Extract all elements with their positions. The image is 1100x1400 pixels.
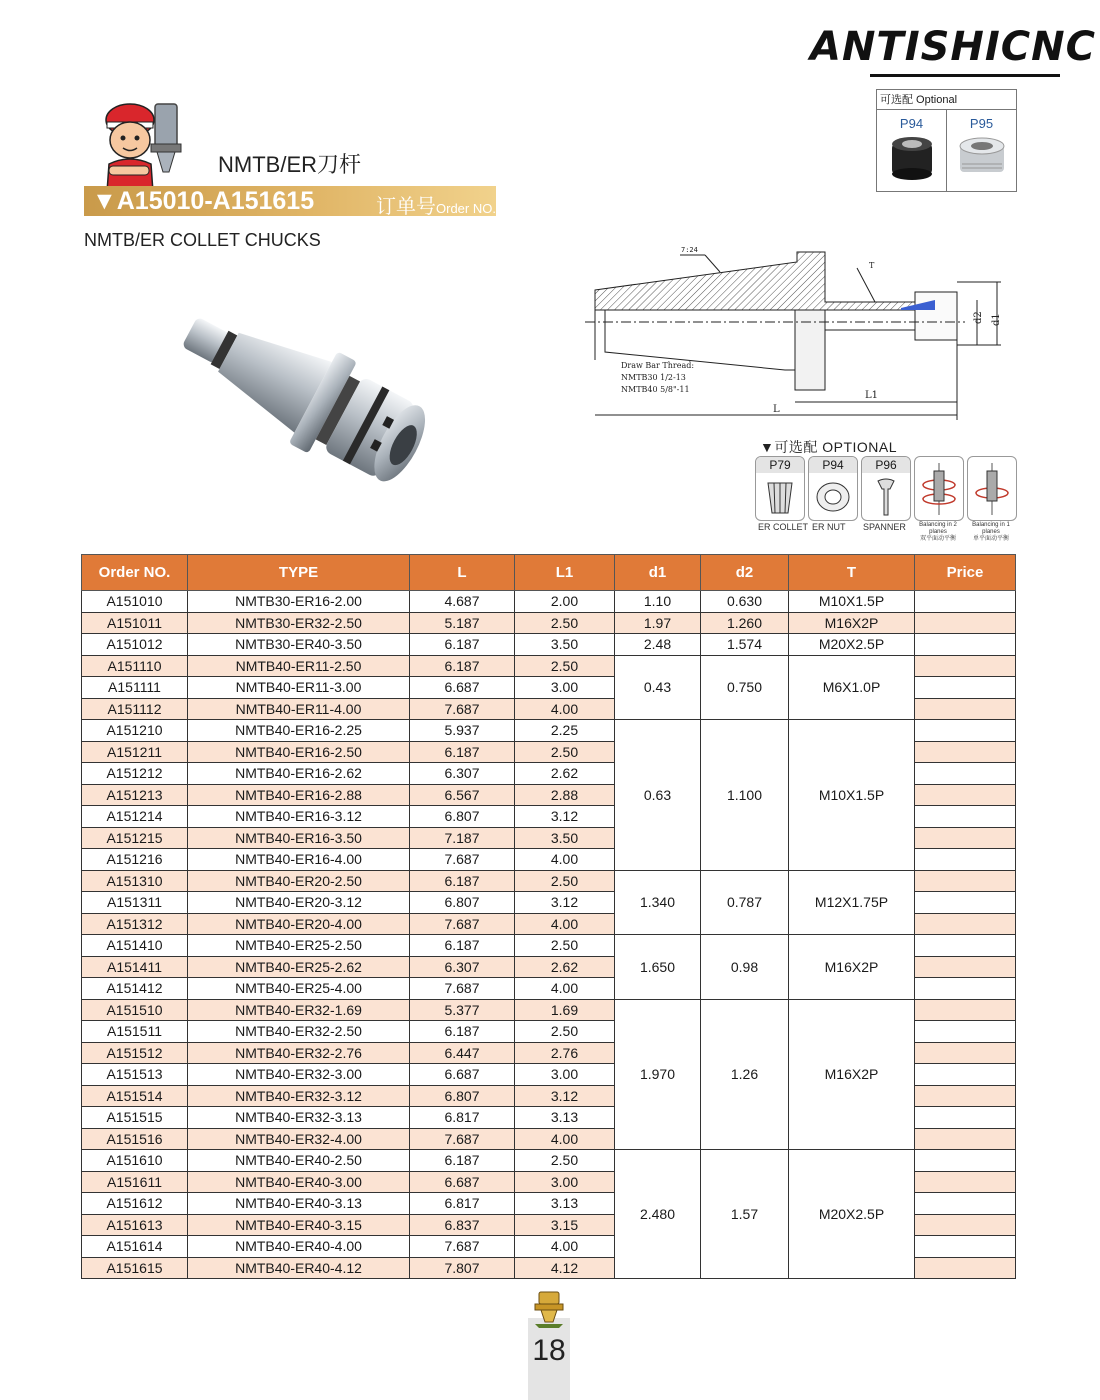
cell-l1: 2.62 [515, 763, 615, 785]
cell-d2: 1.260 [701, 612, 789, 634]
cell-type: NMTB40-ER40-3.15 [188, 1214, 410, 1236]
cell-price [915, 698, 1016, 720]
cell-l1: 2.00 [515, 591, 615, 613]
cell-l1: 2.50 [515, 612, 615, 634]
cell-l: 7.687 [410, 1128, 515, 1150]
optional-item-p95 [947, 110, 1016, 191]
cell-order-no: A151111 [82, 677, 188, 699]
cell-type: NMTB40-ER20-4.00 [188, 913, 410, 935]
header-type: TYPE [188, 555, 410, 591]
cell-order-no: A151310 [82, 870, 188, 892]
cell-t: M12X1.75P [789, 870, 915, 935]
cell-l1: 2.50 [515, 1150, 615, 1172]
cell-l1: 2.50 [515, 870, 615, 892]
cell-order-no: A151012 [82, 634, 188, 656]
cell-order-no: A151011 [82, 612, 188, 634]
cell-order-no: A151516 [82, 1128, 188, 1150]
cell-l1: 4.00 [515, 1128, 615, 1150]
cell-order-no: A151613 [82, 1214, 188, 1236]
cell-order-no: A151411 [82, 956, 188, 978]
cell-order-no: A151513 [82, 1064, 188, 1086]
cell-t: M6X1.0P [789, 655, 915, 720]
nut-icon [815, 477, 851, 517]
optional-code: P94 [899, 116, 924, 131]
cell-l: 6.187 [410, 870, 515, 892]
table-row [82, 591, 1016, 613]
cell-type: NMTB40-ER16-2.88 [188, 784, 410, 806]
cell-type: NMTB40-ER16-3.12 [188, 806, 410, 828]
optional-card-p96 [861, 456, 911, 521]
optional-card-p79 [755, 456, 805, 521]
cell-type: NMTB40-ER32-4.00 [188, 1128, 410, 1150]
order-range: ▼A15010-A151615 [92, 187, 315, 215]
cell-order-no: A151610 [82, 1150, 188, 1172]
cell-l: 7.807 [410, 1257, 515, 1279]
header-d1: d1 [615, 555, 701, 591]
cell-d1: 1.650 [615, 935, 701, 1000]
cell-l1: 3.12 [515, 806, 615, 828]
cell-order-no: A151211 [82, 741, 188, 763]
cell-order-no: A151514 [82, 1085, 188, 1107]
cell-order-no: A151110 [82, 655, 188, 677]
cell-type: NMTB40-ER40-3.00 [188, 1171, 410, 1193]
header-l: L [410, 555, 515, 591]
technical-drawing [585, 240, 1015, 425]
optional-header: 可选配 Optional [877, 90, 1016, 110]
cell-l: 7.687 [410, 1236, 515, 1258]
cell-order-no: A151214 [82, 806, 188, 828]
cell-l1: 2.88 [515, 784, 615, 806]
header-order-no: Order NO. [82, 555, 188, 591]
table-row [82, 935, 1016, 957]
cell-order-no: A151410 [82, 935, 188, 957]
cell-order-no: A151512 [82, 1042, 188, 1064]
cell-price [915, 827, 1016, 849]
spanner-icon [872, 477, 900, 517]
cell-l: 6.687 [410, 1064, 515, 1086]
cell-l1: 3.13 [515, 1107, 615, 1129]
order-label [376, 190, 496, 219]
er-nut-icon [889, 134, 935, 184]
cell-order-no: A151112 [82, 698, 188, 720]
cell-l1: 3.13 [515, 1193, 615, 1215]
cell-l: 6.807 [410, 1085, 515, 1107]
caption-er-collet: ER COLLET [758, 522, 809, 532]
cell-price [915, 763, 1016, 785]
optional-code: P94 [809, 457, 857, 473]
cell-l1: 3.12 [515, 892, 615, 914]
cell-price [915, 806, 1016, 828]
cell-price [915, 655, 1016, 677]
cell-l1: 4.12 [515, 1257, 615, 1279]
table-row [82, 634, 1016, 656]
cell-price [915, 677, 1016, 699]
cell-t: M16X2P [789, 999, 915, 1150]
cell-t: M20X2.5P [789, 1150, 915, 1279]
cell-order-no: A151216 [82, 849, 188, 871]
cell-d1: 1.10 [615, 591, 701, 613]
cell-price [915, 1064, 1016, 1086]
cell-order-no: A151510 [82, 999, 188, 1021]
optional-card-p94 [808, 456, 858, 521]
cell-d1: 0.43 [615, 655, 701, 720]
cell-order-no: A151213 [82, 784, 188, 806]
cell-type: NMTB40-ER32-3.00 [188, 1064, 410, 1086]
brand-logo [800, 22, 1096, 72]
caption-balancing-1-en: Balancing in 1 planes [972, 522, 1010, 535]
cell-l: 7.187 [410, 827, 515, 849]
dim-d2: d2 [973, 311, 984, 324]
cell-order-no: A151615 [82, 1257, 188, 1279]
cell-type: NMTB40-ER32-1.69 [188, 999, 410, 1021]
cell-price [915, 1085, 1016, 1107]
cell-l1: 2.50 [515, 935, 615, 957]
cell-l: 6.187 [410, 741, 515, 763]
order-label-en: Order NO. [436, 201, 496, 216]
cell-l1: 2.50 [515, 1021, 615, 1043]
optional-code: P79 [756, 457, 804, 473]
cell-order-no: A151614 [82, 1236, 188, 1258]
table-row [82, 720, 1016, 742]
cell-l1: 4.00 [515, 849, 615, 871]
cell-t: M10X1.5P [789, 720, 915, 871]
cell-price [915, 591, 1016, 613]
cell-l1: 4.00 [515, 698, 615, 720]
cell-order-no: A151412 [82, 978, 188, 1000]
cell-d2: 1.26 [701, 999, 789, 1150]
header-d2: d2 [701, 555, 789, 591]
dim-l1: L1 [865, 390, 879, 401]
cell-l1: 3.00 [515, 677, 615, 699]
cell-type: NMTB40-ER40-4.12 [188, 1257, 410, 1279]
mascot-illustration [95, 92, 195, 192]
cell-d2: 1.574 [701, 634, 789, 656]
cell-l: 7.687 [410, 849, 515, 871]
cell-price [915, 1107, 1016, 1129]
cell-type: NMTB40-ER32-2.50 [188, 1021, 410, 1043]
cell-price [915, 634, 1016, 656]
cell-l1: 3.15 [515, 1214, 615, 1236]
thread-nmtb40: NMTB40 5/8"-11 [621, 385, 690, 394]
cell-d1: 2.48 [615, 634, 701, 656]
cell-l1: 3.00 [515, 1171, 615, 1193]
cell-d1: 1.340 [615, 870, 701, 935]
cell-t: M20X2.5P [789, 634, 915, 656]
cell-order-no: A151010 [82, 591, 188, 613]
cell-type: NMTB40-ER25-2.50 [188, 935, 410, 957]
brand-name: ANTISHICNC [810, 24, 1096, 70]
cell-l: 7.687 [410, 698, 515, 720]
cell-type: NMTB30-ER16-2.00 [188, 591, 410, 613]
cell-d1: 0.63 [615, 720, 701, 871]
cell-type: NMTB40-ER25-4.00 [188, 978, 410, 1000]
cell-l1: 4.00 [515, 913, 615, 935]
balancing-icon [972, 461, 1012, 517]
cell-order-no: A151611 [82, 1171, 188, 1193]
cell-type: NMTB40-ER32-3.13 [188, 1107, 410, 1129]
cell-l: 6.817 [410, 1193, 515, 1215]
product-title-cn: NMTB/ER刀杆 [218, 152, 362, 177]
header-l1: L1 [515, 555, 615, 591]
cell-l1: 3.00 [515, 1064, 615, 1086]
cell-d2: 0.630 [701, 591, 789, 613]
cell-l1: 2.62 [515, 956, 615, 978]
cell-type: NMTB40-ER20-2.50 [188, 870, 410, 892]
cell-l: 7.687 [410, 978, 515, 1000]
cell-d2: 1.57 [701, 1150, 789, 1279]
table-row [82, 612, 1016, 634]
cell-l1: 2.25 [515, 720, 615, 742]
cell-price [915, 1171, 1016, 1193]
caption-balancing-2-en: Balancing in 2 planes [919, 522, 957, 535]
cell-l: 6.447 [410, 1042, 515, 1064]
thread-nmtb30: NMTB30 1/2-13 [621, 373, 686, 382]
table-row [82, 870, 1016, 892]
cell-l: 6.687 [410, 1171, 515, 1193]
cell-price [915, 1257, 1016, 1279]
cell-l1: 3.50 [515, 634, 615, 656]
cell-l: 6.187 [410, 1021, 515, 1043]
cell-d2: 0.98 [701, 935, 789, 1000]
cell-l: 5.377 [410, 999, 515, 1021]
cell-type: NMTB40-ER32-2.76 [188, 1042, 410, 1064]
cell-order-no: A151312 [82, 913, 188, 935]
cell-l: 6.807 [410, 892, 515, 914]
tool-holder-icon [531, 1290, 567, 1330]
product-photo [160, 272, 450, 532]
caption-balancing-2-cn: 双平面动平衡 [919, 536, 956, 542]
cell-price [915, 784, 1016, 806]
cell-l: 6.567 [410, 784, 515, 806]
cell-l1: 3.50 [515, 827, 615, 849]
cell-type: NMTB40-ER20-3.12 [188, 892, 410, 914]
cell-price [915, 849, 1016, 871]
cell-price [915, 892, 1016, 914]
cell-price [915, 612, 1016, 634]
cell-d1: 1.970 [615, 999, 701, 1150]
cell-order-no: A151212 [82, 763, 188, 785]
cell-t: M16X2P [789, 935, 915, 1000]
cell-l: 6.307 [410, 956, 515, 978]
table-header-row [82, 555, 1016, 591]
cell-l: 5.937 [410, 720, 515, 742]
bearing-nut-icon [957, 134, 1007, 184]
cell-l: 6.687 [410, 677, 515, 699]
cell-order-no: A151511 [82, 1021, 188, 1043]
cell-type: NMTB40-ER40-4.00 [188, 1236, 410, 1258]
cell-l: 6.187 [410, 655, 515, 677]
product-subtitle: NMTB/ER COLLET CHUCKS [84, 230, 321, 250]
cell-price [915, 870, 1016, 892]
cell-price [915, 1214, 1016, 1236]
optional-label: ▼可选配 OPTIONAL [760, 439, 898, 455]
cell-price [915, 1128, 1016, 1150]
cell-price [915, 913, 1016, 935]
cell-type: NMTB40-ER32-3.12 [188, 1085, 410, 1107]
cell-price [915, 1150, 1016, 1172]
cell-order-no: A151311 [82, 892, 188, 914]
optional-code: P95 [969, 116, 994, 131]
cell-type: NMTB40-ER16-2.50 [188, 741, 410, 763]
cell-type: NMTB40-ER16-4.00 [188, 849, 410, 871]
cell-price [915, 1021, 1016, 1043]
cell-l: 6.187 [410, 1150, 515, 1172]
cell-d2: 1.100 [701, 720, 789, 871]
cell-l1: 2.50 [515, 655, 615, 677]
cell-l1: 4.00 [515, 1236, 615, 1258]
caption-balancing-2 [910, 522, 966, 543]
thread-title: Draw Bar Thread: [621, 361, 695, 370]
table-body [82, 591, 1016, 1279]
header-price: Price [915, 555, 1016, 591]
balancing-2-planes-card [914, 456, 964, 521]
brand-underline [870, 74, 1060, 77]
table-row [82, 655, 1016, 677]
taper-label: 7:24 [681, 246, 698, 254]
cell-d1: 1.97 [615, 612, 701, 634]
cell-l1: 1.69 [515, 999, 615, 1021]
cell-l: 6.307 [410, 763, 515, 785]
order-range-banner [84, 186, 496, 216]
cell-d1: 2.480 [615, 1150, 701, 1279]
collet-icon [764, 477, 796, 517]
cell-order-no: A151210 [82, 720, 188, 742]
cell-l: 6.807 [410, 806, 515, 828]
caption-balancing-1-cn: 单平面动平衡 [972, 536, 1009, 542]
cell-l1: 4.00 [515, 978, 615, 1000]
cell-price [915, 935, 1016, 957]
cell-l1: 2.76 [515, 1042, 615, 1064]
spec-table [81, 554, 1016, 1279]
cell-l1: 2.50 [515, 741, 615, 763]
cell-type: NMTB40-ER40-2.50 [188, 1150, 410, 1172]
cell-l: 7.687 [410, 913, 515, 935]
cell-price [915, 978, 1016, 1000]
optional-accessories-box [876, 89, 1017, 192]
page-number: 18 [532, 1334, 566, 1367]
cell-price [915, 956, 1016, 978]
cell-type: NMTB30-ER32-2.50 [188, 612, 410, 634]
cell-type: NMTB40-ER11-3.00 [188, 677, 410, 699]
cell-l: 6.187 [410, 634, 515, 656]
optional-code: P96 [862, 457, 910, 473]
cell-price [915, 1193, 1016, 1215]
cell-price [915, 1236, 1016, 1258]
dim-t: T [869, 261, 875, 270]
cell-type: NMTB40-ER16-2.62 [188, 763, 410, 785]
cell-type: NMTB40-ER25-2.62 [188, 956, 410, 978]
dim-d1: d1 [991, 313, 1002, 326]
cell-d2: 0.787 [701, 870, 789, 935]
cell-type: NMTB30-ER40-3.50 [188, 634, 410, 656]
cell-l: 6.817 [410, 1107, 515, 1129]
caption-balancing-1 [963, 522, 1019, 543]
cell-d2: 0.750 [701, 655, 789, 720]
cell-type: NMTB40-ER16-3.50 [188, 827, 410, 849]
cell-order-no: A151515 [82, 1107, 188, 1129]
order-label-cn: 订单号 [376, 196, 436, 218]
balancing-icon [919, 461, 959, 517]
cell-type: NMTB40-ER16-2.25 [188, 720, 410, 742]
cell-order-no: A151215 [82, 827, 188, 849]
cell-price [915, 741, 1016, 763]
cell-type: NMTB40-ER11-4.00 [188, 698, 410, 720]
cell-l: 4.687 [410, 591, 515, 613]
dim-l: L [773, 404, 780, 415]
caption-spanner: SPANNER [863, 522, 906, 532]
table-row [82, 999, 1016, 1021]
optional-item-p94 [877, 110, 946, 191]
cell-l: 6.837 [410, 1214, 515, 1236]
table-row [82, 1150, 1016, 1172]
cell-price [915, 999, 1016, 1021]
cell-price [915, 1042, 1016, 1064]
cell-order-no: A151612 [82, 1193, 188, 1215]
cell-l: 5.187 [410, 612, 515, 634]
caption-er-nut: ER NUT [812, 522, 846, 532]
cell-l: 6.187 [410, 935, 515, 957]
balancing-1-plane-card [967, 456, 1017, 521]
cell-t: M10X1.5P [789, 591, 915, 613]
cell-type: NMTB40-ER11-2.50 [188, 655, 410, 677]
cell-l1: 3.12 [515, 1085, 615, 1107]
header-t: T [789, 555, 915, 591]
cell-t: M16X2P [789, 612, 915, 634]
cell-price [915, 720, 1016, 742]
cell-type: NMTB40-ER40-3.13 [188, 1193, 410, 1215]
